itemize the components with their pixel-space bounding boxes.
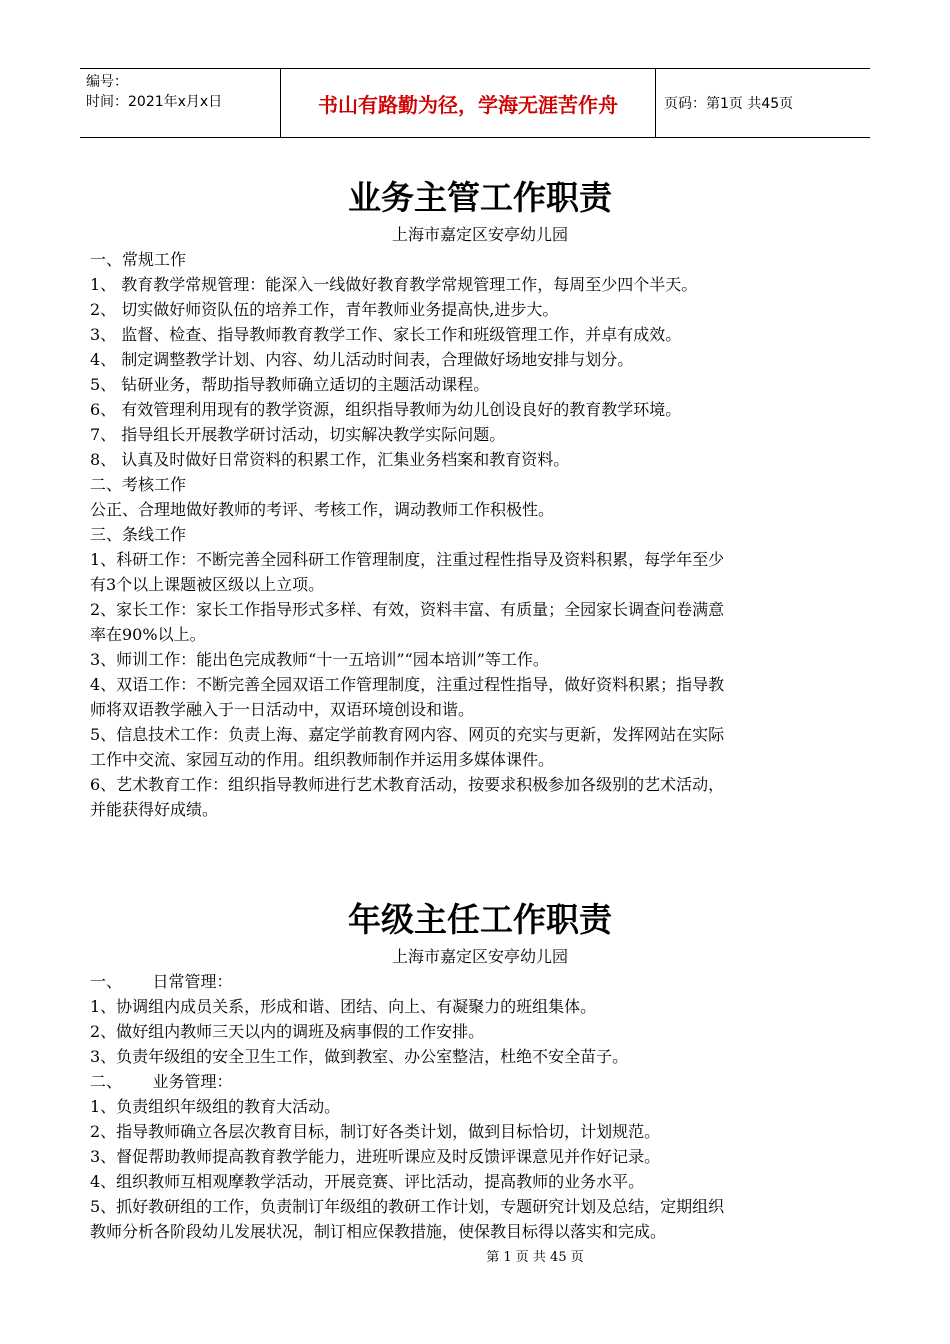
- section2-lines: [90, 969, 870, 1244]
- text-line: 7、 指导组长开展教学研讨活动，切实解决教学实际问题。: [90, 425, 506, 444]
- text-line: 师将双语教学融入于一日活动中，双语环境创设和谐。: [90, 700, 475, 719]
- text-line: 3、师训工作：能出色完成教师“十一五培训”“园本培训”等工作。: [90, 650, 549, 669]
- text-line: 1、科研工作：不断完善全园科研工作管理制度，注重过程性指导及资料积累，每学年至少: [90, 550, 725, 569]
- section1-subtitle: 上海市嘉定区安亭幼儿园: [391, 225, 568, 244]
- text-line: 1、 教育教学常规管理：能深入一线做好教育教学常规管理工作，每周至少四个半天。: [90, 275, 698, 294]
- text-line: 2、做好组内教师三天以内的调班及病事假的工作安排。: [90, 1022, 485, 1041]
- text-line: 1、协调组内成员关系，形成和谐、团结、向上、有凝聚力的班组集体。: [90, 997, 597, 1016]
- section-gap: [90, 822, 870, 892]
- header-left-cell: [80, 69, 278, 137]
- section2-title: 年级主任工作职责: [348, 900, 612, 939]
- text-line: 并能获得好成绩。: [90, 800, 219, 819]
- text-line: 3、负责年级组的安全卫生工作，做到教室、办公室整洁，杜绝不安全苗子。: [90, 1047, 629, 1066]
- text-line: 二、考核工作: [90, 475, 187, 494]
- text-line: 工作中交流、家园互动的作用。组织教师制作并运用多媒体课件。: [90, 750, 555, 769]
- text-line: 公正、合理地做好教师的考评、考核工作，调动教师工作积极性。: [90, 500, 555, 519]
- header-page-info: 页码：第1页 共45页: [664, 96, 794, 112]
- text-line: 率在90%以上。: [90, 625, 206, 644]
- text-line: 一、常规工作: [90, 250, 187, 269]
- text-line: 2、 切实做好师资队伍的培养工作，青年教师业务提高快,进步大。: [90, 300, 559, 319]
- text-line: 4、 制定调整教学计划、内容、幼儿活动时间表，合理做好场地安排与划分。: [90, 350, 634, 369]
- section1-title: 业务主管工作职责: [348, 178, 612, 217]
- text-line: 5、 钻研业务，帮助指导教师确立适切的主题活动课程。: [90, 375, 490, 394]
- page-footer: 第 1 页 共 45 页: [486, 1250, 584, 1265]
- text-line: 5、信息技术工作：负责上海、嘉定学前教育网内容、网页的充实与更新，发挥网站在实际: [90, 725, 725, 744]
- section2-subtitle: 上海市嘉定区安亭幼儿园: [391, 947, 568, 966]
- text-line: 3、 监督、检查、指导教师教育教学工作、家长工作和班级管理工作，并卓有成效。: [90, 325, 682, 344]
- text-line: 2、指导教师确立各层次教育目标，制订好各类计划，做到目标恰切，计划规范。: [90, 1122, 661, 1141]
- text-line: 有3个以上课题被区级以上立项。: [90, 575, 325, 594]
- page-header: [80, 68, 870, 138]
- text-line: 三、条线工作: [90, 525, 187, 544]
- header-date-label: 时间：2021年x月x日: [86, 94, 223, 110]
- text-line: 6、 有效管理利用现有的教学资源，组织指导教师为幼儿创设良好的教育教学环境。: [90, 400, 682, 419]
- text-line: 4、组织教师互相观摩教学活动，开展竞赛、评比活动，提高教师的业务水平。: [90, 1172, 645, 1191]
- document-body: [90, 170, 870, 1244]
- text-line: 2、家长工作：家长工作指导形式多样、有效，资料丰富、有质量；全园家长调查问卷满意: [90, 600, 725, 619]
- text-line: 3、督促帮助教师提高教育教学能力，进班听课应及时反馈评课意见并作好记录。: [90, 1147, 661, 1166]
- text-line: 4、双语工作：不断完善全园双语工作管理制度，注重过程性指导，做好资料积累；指导教: [90, 675, 725, 694]
- header-number-label: 编号：: [86, 74, 128, 90]
- text-line: 6、艺术教育工作：组织指导教师进行艺术教育活动，按要求积极参加各级别的艺术活动，: [90, 775, 725, 794]
- header-motto: 书山有路勤为径，学海无涯苦作舟: [280, 69, 656, 137]
- text-line: 教师分析各阶段幼儿发展状况，制订相应保教措施，使保教目标得以落实和完成。: [90, 1222, 667, 1241]
- section1-lines: [90, 247, 870, 822]
- text-line: 5、抓好教研组的工作，负责制订年级组的教研工作计划，专题研究计划及总结，定期组织: [90, 1197, 725, 1216]
- text-line: 一、 日常管理：: [90, 972, 233, 991]
- text-line: 二、 业务管理：: [90, 1072, 233, 1091]
- text-line: 8、 认真及时做好日常资料的积累工作，汇集业务档案和教育资料。: [90, 450, 570, 469]
- text-line: 1、负责组织年级组的教育大活动。: [90, 1097, 341, 1116]
